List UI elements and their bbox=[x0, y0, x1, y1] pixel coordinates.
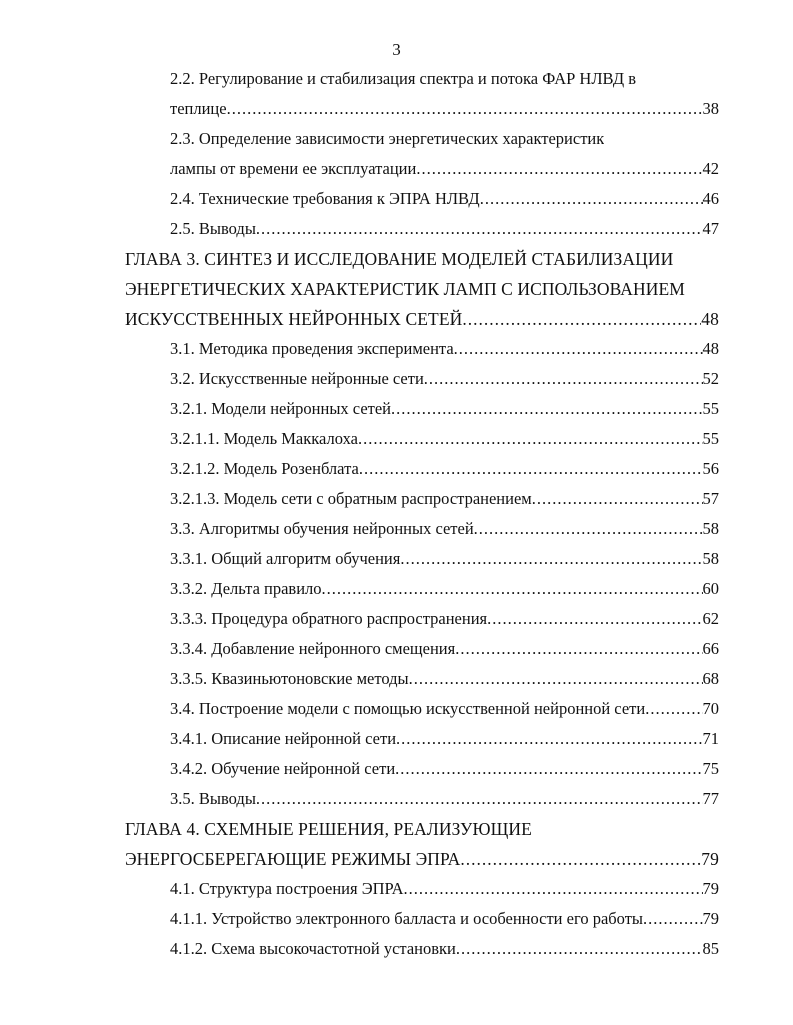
leader-dots bbox=[645, 696, 702, 722]
chapter-heading-line bbox=[125, 246, 673, 272]
toc-entry[interactable] bbox=[170, 546, 719, 572]
toc-entry[interactable] bbox=[170, 456, 719, 482]
toc-entry-page: 75 bbox=[702, 759, 719, 778]
leader-dots bbox=[409, 666, 703, 692]
toc-entry-page: 52 bbox=[702, 369, 719, 388]
toc-entry-title: 4.1. Структура построения ЭПРА bbox=[170, 879, 404, 898]
leader-dots bbox=[227, 96, 703, 122]
leader-dots bbox=[395, 756, 702, 782]
toc-entry-title: 3.4.1. Описание нейронной сети bbox=[170, 729, 397, 748]
leader-dots bbox=[456, 936, 703, 962]
toc-entry[interactable] bbox=[170, 366, 719, 392]
leader-dots bbox=[391, 396, 702, 422]
toc-entry-page: 42 bbox=[702, 159, 719, 178]
toc-entry-page: 62 bbox=[702, 609, 719, 628]
toc-entry[interactable] bbox=[170, 96, 719, 122]
leader-dots bbox=[256, 216, 703, 242]
leader-dots bbox=[396, 726, 702, 752]
toc-entry-title: 3.2.1.1. Модель Маккалоха bbox=[170, 429, 358, 448]
toc-entry[interactable] bbox=[170, 426, 719, 452]
toc-entry-title: 3.1. Методика проведения эксперимента bbox=[170, 339, 454, 358]
toc-entry-title: 3.2.1. Модели нейронных сетей bbox=[170, 399, 392, 418]
toc-entry-page: 46 bbox=[702, 189, 719, 208]
toc-entry[interactable] bbox=[170, 576, 719, 602]
toc-entry-page: 60 bbox=[702, 579, 719, 598]
toc-entry-page: 56 bbox=[702, 459, 719, 478]
toc-line-text: ГЛАВА 4. СХЕМНЫЕ РЕШЕНИЯ, РЕАЛИЗУЮЩИЕ bbox=[125, 819, 532, 839]
chapter-entry[interactable] bbox=[125, 306, 719, 332]
toc-line-text: 2.2. Регулирование и стабилизация спектра и потока ФАР НЛВД в bbox=[170, 69, 637, 88]
toc-entry-title: теплице bbox=[170, 99, 227, 118]
toc-entry[interactable] bbox=[170, 636, 719, 662]
toc-entry-title: 3.3.3. Процедура обратного распространения bbox=[170, 609, 488, 628]
toc-entry-title: ИСКУССТВЕННЫХ НЕЙРОННЫХ СЕТЕЙ bbox=[125, 309, 463, 329]
toc-line-text: ГЛАВА 3. СИНТЕЗ И ИССЛЕДОВАНИЕ МОДЕЛЕЙ СТАБИЛИЗАЦИИ bbox=[125, 249, 674, 269]
toc-entry-page: 47 bbox=[702, 219, 719, 238]
toc-entry[interactable] bbox=[170, 666, 719, 692]
toc-entry[interactable] bbox=[170, 216, 719, 242]
toc-entry-page: 77 bbox=[702, 789, 719, 808]
leader-dots bbox=[416, 156, 702, 182]
toc-entry-page: 55 bbox=[702, 429, 719, 448]
toc-entry[interactable] bbox=[170, 726, 719, 752]
toc-line-text: ЭНЕРГЕТИЧЕСКИХ ХАРАКТЕРИСТИК ЛАМП С ИСПОЛЬЗОВАНИЕМ bbox=[125, 279, 685, 299]
toc-entry-page: 38 bbox=[702, 99, 719, 118]
leader-dots bbox=[532, 486, 703, 512]
toc-entry-page: 55 bbox=[702, 399, 719, 418]
toc-entry-title: лампы от времени ее эксплуатации bbox=[170, 159, 417, 178]
toc-entry-title: 3.2. Искусственные нейронные сети bbox=[170, 369, 424, 388]
toc-entry[interactable] bbox=[170, 516, 719, 542]
toc-entry[interactable] bbox=[170, 936, 719, 962]
toc-entry[interactable] bbox=[170, 786, 719, 812]
toc-entry-page: 58 bbox=[702, 519, 719, 538]
toc-entry-title: 3.3.2. Дельта правило bbox=[170, 579, 322, 598]
toc-line-text: 2.3. Определение зависимости энергетических характеристик bbox=[170, 129, 605, 148]
toc-entry-title: 4.1.1. Устройство электронного балласта и особенности его работы bbox=[170, 909, 643, 928]
leader-dots bbox=[455, 636, 702, 662]
toc-entry-title: 3.3.1. Общий алгоритм обучения bbox=[170, 549, 401, 568]
toc-entry-title: 3.3.4. Добавление нейронного смещения bbox=[170, 639, 456, 658]
toc-entry-page: 48 bbox=[701, 309, 719, 329]
toc-entry-title: 3.5. Выводы bbox=[170, 789, 256, 808]
toc-entry[interactable] bbox=[170, 336, 719, 362]
leader-dots bbox=[643, 906, 703, 932]
toc-entry[interactable] bbox=[170, 696, 719, 722]
chapter-entry[interactable] bbox=[125, 846, 719, 872]
toc-entry-page: 57 bbox=[702, 489, 719, 508]
leader-dots bbox=[359, 456, 703, 482]
page-number: 3 bbox=[392, 40, 401, 59]
toc-entry-page: 79 bbox=[702, 879, 719, 898]
toc-entry[interactable] bbox=[170, 876, 719, 902]
leader-dots bbox=[424, 366, 703, 392]
leader-dots bbox=[454, 336, 703, 362]
toc-entry-title: 3.3. Алгоритмы обучения нейронных сетей bbox=[170, 519, 474, 538]
toc-entry-page: 48 bbox=[702, 339, 719, 358]
toc-entry-title: 3.2.1.2. Модель Розенблата bbox=[170, 459, 359, 478]
toc-entry-title: 3.4.2. Обучение нейронной сети bbox=[170, 759, 396, 778]
toc-entry-title: ЭНЕРГОСБЕРЕГАЮЩИЕ РЕЖИМЫ ЭПРА bbox=[125, 849, 461, 869]
leader-dots bbox=[487, 606, 702, 632]
toc-entry-page: 68 bbox=[702, 669, 719, 688]
leader-dots bbox=[322, 576, 703, 602]
toc-entry[interactable] bbox=[170, 606, 719, 632]
leader-dots bbox=[460, 846, 701, 872]
toc-entry[interactable] bbox=[170, 156, 719, 182]
leader-dots bbox=[480, 186, 703, 212]
toc-entry-title: 3.4. Построение модели с помощью искусственной нейронной сети bbox=[170, 699, 646, 718]
toc-entry-page: 66 bbox=[702, 639, 719, 658]
leader-dots bbox=[358, 426, 703, 452]
toc-entry[interactable] bbox=[170, 756, 719, 782]
chapter-heading-line bbox=[125, 816, 532, 842]
toc-entry-page: 85 bbox=[702, 939, 719, 958]
toc-entry-title: 3.2.1.3. Модель сети с обратным распространением bbox=[170, 489, 532, 508]
leader-dots bbox=[462, 306, 701, 332]
leader-dots bbox=[474, 516, 703, 542]
toc-entry-title: 2.4. Технические требования к ЭПРА НЛВД bbox=[170, 189, 480, 208]
toc-entry-page: 71 bbox=[702, 729, 719, 748]
leader-dots bbox=[404, 876, 703, 902]
toc-line bbox=[170, 126, 604, 152]
toc-entry-page: 79 bbox=[701, 849, 719, 869]
toc-entry[interactable] bbox=[170, 486, 719, 512]
toc-entry[interactable] bbox=[170, 396, 719, 422]
toc-entry-title: 3.3.5. Квазиньютоновские методы bbox=[170, 669, 409, 688]
toc-entry-title: 2.5. Выводы bbox=[170, 219, 256, 238]
toc-entry[interactable] bbox=[170, 906, 719, 932]
toc-entry-page: 70 bbox=[702, 699, 719, 718]
toc-entry-page: 58 bbox=[702, 549, 719, 568]
toc-entry-title: 4.1.2. Схема высокочастотной установки bbox=[170, 939, 456, 958]
toc-entry[interactable] bbox=[170, 186, 719, 212]
leader-dots bbox=[256, 786, 703, 812]
toc-line bbox=[170, 66, 636, 92]
leader-dots bbox=[400, 546, 702, 572]
toc-entry-page: 79 bbox=[702, 909, 719, 928]
chapter-heading-line bbox=[125, 276, 685, 302]
